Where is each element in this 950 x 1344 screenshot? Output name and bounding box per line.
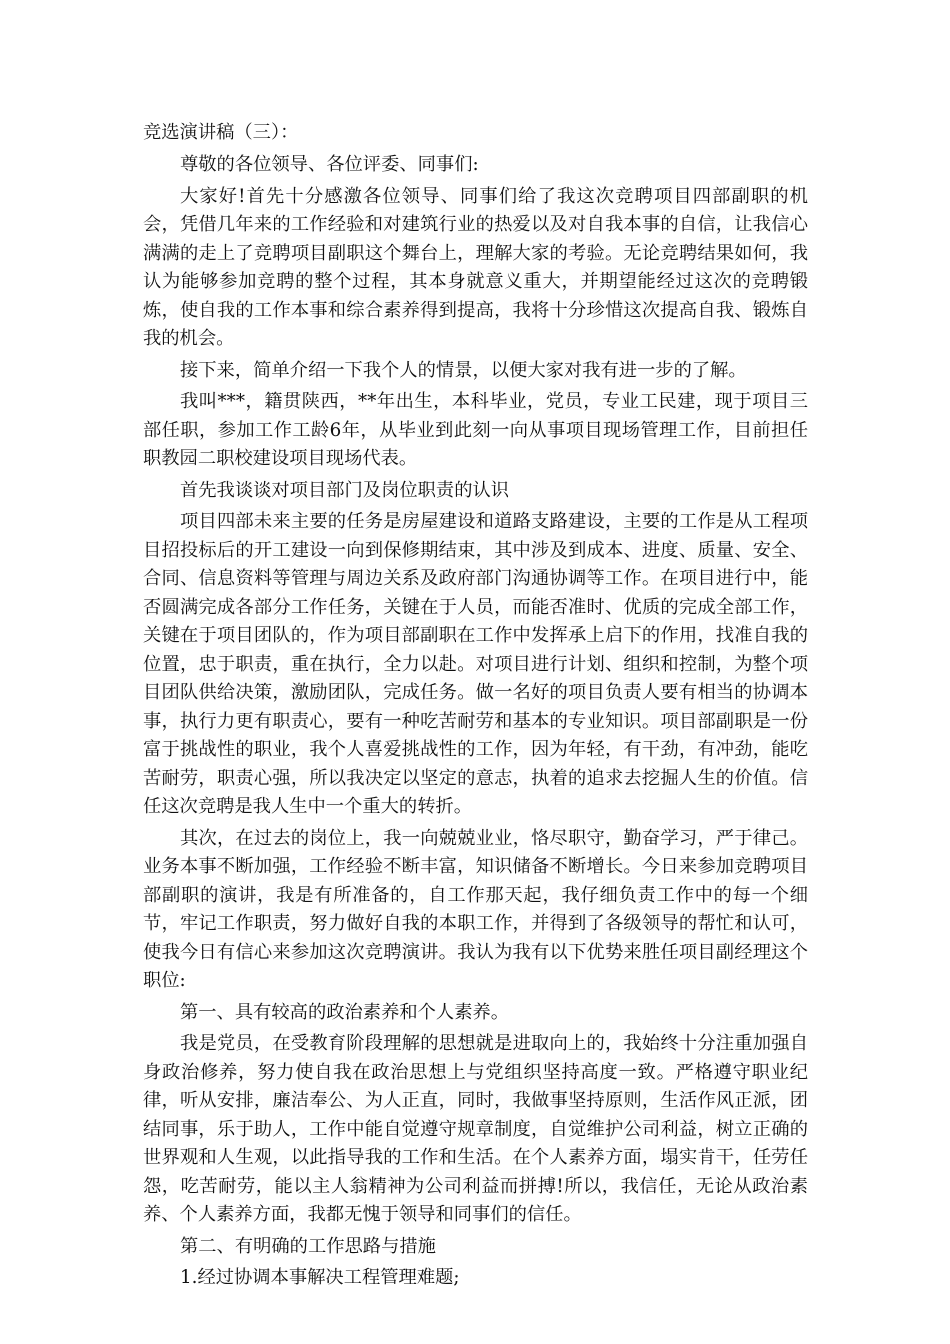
paragraph: 其次，在过去的岗位上，我一向兢兢业业，恪尽职守，勤奋学习，严于律己。业务本事不断加强，工作经验不断丰富，知识储备不断增长。今日来参加竞聘项目部副职的演讲，我是有所准备的，自工作那天起，我仔细负责工作中的每一个细节，牢记工作职责，努力做好自我的本职工作，并得到了各级领导的帮忙和认可，使我今日有信心来参加这次竞聘演讲。我认为我有以下优势来胜任项目副经理这个职位:	[143, 827, 808, 991]
list-item: 1.经过协调本事解决工程管理难题;	[180, 1267, 460, 1288]
paragraph: 接下来，简单介绍一下我个人的情景，以便大家对我有进一步的了解。	[180, 359, 747, 381]
paragraph: 项目四部未来主要的任务是房屋建设和道路支路建设，主要的工作是从工程项目招投标后的开工建设一向到保修期结束，其中涉及到成本、进度、质量、安全、合同、信息资料等管理与周边关系及政府部门沟通协调等工作。在项目进行中，能否圆满完成各部分工作任务，关键在于人员，而能否准时、优质的完成全部工作，关键在于项目团队的，作为项目部副职在工作中发挥承上启下的作用，找准自我的位置，忠于职责，重在执行，全力以赴。对项目进行计划、组织和控制，为整个项目团队供给决策，激励团队，完成任务。做一名好的项目负责人要有相当的协调本事，执行力更有职责心，要有一种吃苦耐劳和基本的专业知识。项目部副职是一份富于挑战性的职业，我个人喜爱挑战性的工作，因为年轻，有干劲，有冲劲，能吃苦耐劳，职责心强，所以我决定以坚定的意志，执着的追求去挖掘人生的价值。信任这次竞聘是我人生中一个重大的转折。	[143, 511, 808, 817]
document-body	[143, 117, 808, 1296]
section-heading: 首先我谈谈对项目部门及岗位职责的认识	[180, 479, 510, 501]
paragraph: 我叫***，籍贯陕西，**年出生，本科毕业，党员，专业工民建，现于项目三部任职，参加工作工龄6年，从毕业到此刻一向从事项目现场管理工作，目前担任职教园二职校建设项目现场代表。	[143, 391, 808, 469]
document-title: 竞选演讲稿（三）：	[143, 122, 299, 143]
section-heading: 第二、有明确的工作思路与措施	[180, 1235, 436, 1257]
paragraph: 我是党员，在受教育阶段理解的思想就是进取向上的，我始终十分注重加强自身政治修养，努力使自我在政治思想上与党组织坚持高度一致。严格遵守职业纪律，听从安排，廉洁奉公、为人正直，同时，我做事坚持原则，生活作风正派，团结同事，乐于助人，工作中能自觉遵守规章制度，自觉维护公司利益，树立正确的世界观和人生观，以此指导我的工作和生活。在个人素养方面，塌实肯干，任劳任怨，吃苦耐劳，能以主人翁精神为公司利益而拼搏!所以，我信任，无论从政治素养、个人素养方面，我都无愧于领导和同事们的信任。	[143, 1033, 808, 1225]
salutation: 尊敬的各位领导、各位评委、同事们:	[180, 154, 479, 175]
section-heading: 第一、具有较高的政治素养和个人素养。	[180, 1001, 510, 1023]
paragraph: 大家好!首先十分感激各位领导、同事们给了我这次竞聘项目四部副职的机会，凭借几年来的工作经验和对建筑行业的热爱以及对自我本事的自信，让我信心满满的走上了竞聘项目副职这个舞台上，理解大家的考验。无论竞聘结果如何，我认为能够参加竞聘的整个过程，其本身就意义重大，并期望能经过这次的竞聘锻炼，使自我的工作本事和综合素养得到提高，我将十分珍惜这次提高自我、锻炼自我的机会。	[143, 185, 808, 349]
